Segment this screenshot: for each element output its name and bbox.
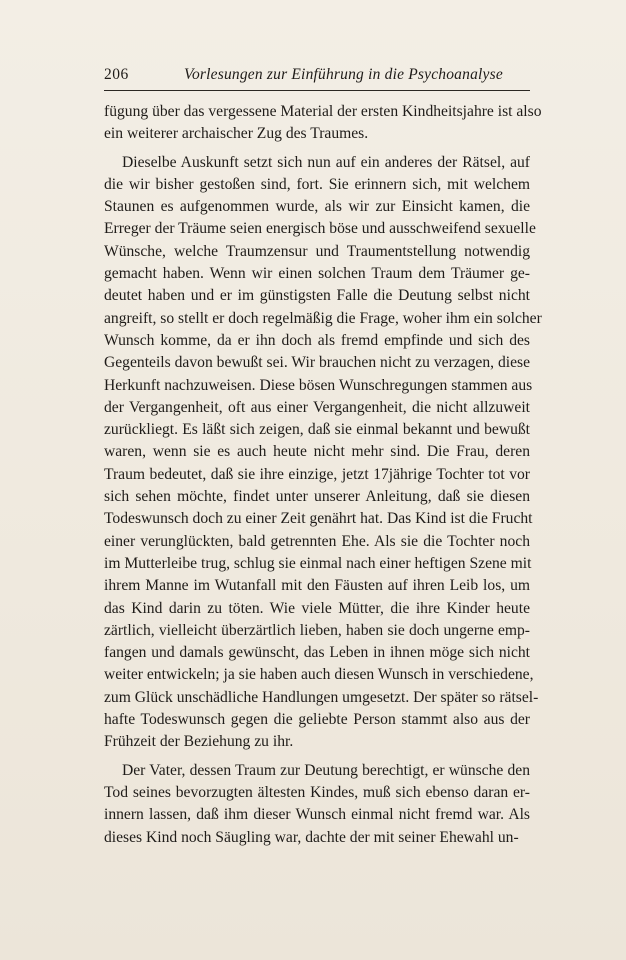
- text-line: angreift, so stellt er doch regelmäßig die Frage, woher ihm ein solcher: [104, 309, 542, 327]
- text-line: fangen und damals gewünscht, das Leben in ihnen möge sich nicht: [104, 644, 530, 662]
- text-line: zärtlich, vielleicht überzärtlich lieben, haben sie doch ungerne emp-: [104, 621, 530, 639]
- text-line: ein weiterer archaischer Zug des Traumes.: [104, 125, 369, 143]
- text-line: weiter entwickeln; ja sie haben auch diesen Wunsch in verschiedene,: [104, 666, 534, 684]
- paragraph: [104, 152, 542, 754]
- paragraph: [104, 101, 542, 146]
- text-line: im Mutterleibe trug, schlug sie einmal nach einer heftigen Szene mit: [104, 554, 532, 572]
- text-line: einer verunglückten, bald getrennten Ehe. Als sie die Tochter noch: [104, 532, 530, 550]
- text-line: das Kind darin zu töten. Wie viele Mütter, die ihre Kinder heute: [104, 599, 530, 617]
- text-line: Gegenteils davon bewußt sei. Wir brauchen nicht zu verzagen, diese: [104, 354, 530, 372]
- paragraph: [104, 760, 530, 849]
- page-number: 206: [104, 66, 129, 83]
- text-line: Erreger der Träume seien energisch böse und ausschweifend sexuelle: [104, 220, 536, 238]
- text-line: hafte Todeswunsch gegen die geliebte Person stammt also aus der: [104, 711, 530, 729]
- text-line: Todeswunsch doch zu einer Zeit genährt hat. Das Kind ist die Frucht: [104, 510, 533, 528]
- running-title: Vorlesungen zur Einführung in die Psychoanalyse: [184, 66, 503, 83]
- text-line: dieses Kind noch Säugling war, dachte der mit seiner Ehewahl un-: [104, 828, 519, 846]
- text-line: Wunsch komme, da er ihn doch als fremd empfinde und sich des: [104, 331, 530, 349]
- text-line: Traum bedeutet, daß sie ihre einzige, jetzt 17jährige Tochter tot vor: [104, 465, 530, 483]
- running-head: [104, 64, 530, 86]
- text-line: gemacht haben. Wenn wir einen solchen Traum dem Träumer ge-: [104, 265, 530, 283]
- text-line: der Vergangenheit, oft aus einer Vergangenheit, die nicht allzuweit: [104, 398, 530, 416]
- text-line: fügung über das vergessene Material der ersten Kindheitsjahre ist also: [104, 103, 542, 120]
- body-text: [104, 101, 542, 849]
- text-line: ihrem Manne im Wutanfall mit den Fäusten auf ihren Leib los, um: [104, 577, 530, 595]
- text-line: Herkunft nachzuweisen. Diese bösen Wunschregungen stammen aus: [104, 376, 533, 394]
- text-line: deutet haben und er im günstigsten Falle die Deutung selbst nicht: [104, 287, 530, 305]
- text-line: waren, wenn sie es auch heute nicht mehr sind. Die Frau, deren: [104, 443, 530, 461]
- text-line: Frühzeit der Beziehung zu ihr.: [104, 733, 294, 751]
- text-line: zurückliegt. Es läßt sich zeigen, daß sie einmal bekannt und bewußt: [104, 421, 530, 439]
- text-line: Wünsche, welche Traumzensur und Traumentstellung notwendig: [104, 242, 530, 260]
- text-line: Dieselbe Auskunft setzt sich nun auf ein anderes der Rätsel, auf: [122, 153, 530, 171]
- text-line: Staunen es aufgenommen wurde, als wir zur Einsicht kamen, die: [104, 198, 530, 216]
- text-line: Tod seines bevorzugten ältesten Kindes, muß sich ebenso daran er-: [104, 783, 530, 801]
- text-line: die wir bisher gestoßen sind, fort. Sie erinnern sich, mit welchem: [104, 175, 530, 193]
- text-line: sich sehen möchte, findet unter unserer Anleitung, daß sie diesen: [104, 488, 530, 506]
- text-line: zum Glück unschädliche Handlungen umgesetzt. Der später so rätsel-: [104, 688, 539, 706]
- text-line: Der Vater, dessen Traum zur Deutung berechtigt, er wünsche den: [122, 761, 530, 779]
- header-rule: [104, 90, 530, 91]
- text-line: innern lassen, daß ihm dieser Wunsch einmal nicht fremd war. Als: [104, 806, 530, 824]
